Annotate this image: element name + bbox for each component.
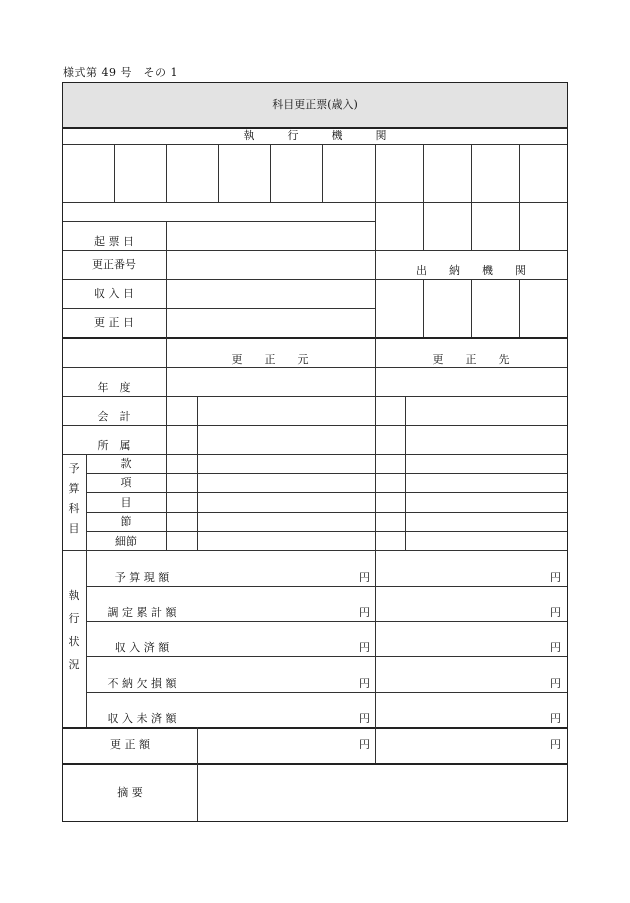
rule (166, 337, 167, 550)
rule (114, 144, 115, 202)
correction-amount-label: 更 正 額 (110, 738, 150, 751)
rule (63, 279, 375, 280)
rule (86, 473, 567, 474)
executing-agency-label: 執 行 機 関 (243, 129, 387, 142)
budget-item-kou: 項 (120, 476, 132, 489)
rule (166, 221, 167, 337)
rule (519, 279, 520, 337)
rule (375, 144, 376, 337)
budget-item-setsu: 節 (120, 515, 132, 528)
rule (63, 454, 567, 455)
rule (63, 221, 375, 222)
rule (63, 202, 567, 203)
rule (166, 144, 167, 202)
destination-column-header: 更 正 先 (432, 353, 510, 366)
rule (86, 586, 567, 587)
rule (405, 396, 406, 550)
rule (86, 621, 567, 622)
rule (86, 656, 567, 657)
rule (322, 144, 323, 202)
rule (375, 337, 376, 763)
yen-unit: 円 (359, 606, 370, 619)
form-frame (62, 82, 568, 822)
rule (63, 550, 567, 551)
uncollected-amount-label: 収 入 未 済 額 (107, 712, 177, 725)
yen-unit: 円 (359, 641, 370, 654)
account-label: 会 計 (97, 410, 131, 423)
section-rule (63, 763, 567, 765)
summary-label: 摘 要 (117, 786, 143, 799)
rule (86, 531, 567, 532)
yen-unit: 円 (359, 712, 370, 725)
rule (86, 692, 567, 693)
rule (423, 279, 424, 337)
disbursing-agency-label: 出 納 機 関 (416, 264, 526, 277)
rule (471, 144, 472, 250)
received-amount-label: 収 入 済 額 (114, 641, 170, 654)
fiscal-year-label: 年 度 (97, 381, 131, 394)
budget-item-moku: 目 (120, 496, 132, 509)
execution-status-label: 執 行 状 況 (68, 589, 80, 671)
source-column-header: 更 正 元 (231, 353, 309, 366)
rule (86, 492, 567, 493)
budget-item-saisetsu: 細節 (115, 535, 137, 548)
yen-unit: 円 (550, 641, 561, 654)
rule (63, 144, 567, 145)
yen-unit: 円 (359, 571, 370, 584)
rule (519, 144, 520, 250)
rule (423, 144, 424, 250)
yen-unit: 円 (359, 738, 370, 751)
uncollectible-loss-amount-label: 不 納 欠 損 額 (107, 677, 177, 690)
budget-subject-label: 予 算 科 目 (68, 462, 80, 535)
assessed-cumulative-amount-label: 調 定 累 計 額 (107, 606, 177, 619)
rule (197, 396, 198, 550)
correction-number-label: 更正番号 (92, 258, 136, 271)
yen-unit: 円 (550, 571, 561, 584)
form-title: 科目更正票(歳入) (272, 98, 358, 111)
section-rule (63, 337, 567, 339)
yen-unit: 円 (550, 738, 561, 751)
rule (63, 367, 567, 368)
rule (63, 308, 375, 309)
rule (471, 279, 472, 337)
rule (197, 727, 198, 821)
yen-unit: 円 (359, 677, 370, 690)
budget-current-amount-label: 予 算 現 額 (114, 571, 170, 584)
yen-unit: 円 (550, 712, 561, 725)
rule (218, 144, 219, 202)
receipt-date-label: 収 入 日 (94, 287, 134, 300)
yen-unit: 円 (550, 677, 561, 690)
budget-item-kan: 款 (120, 457, 132, 470)
department-label: 所 属 (97, 439, 131, 452)
rule (270, 144, 271, 202)
section-rule (63, 727, 567, 729)
rule (63, 425, 567, 426)
rule (86, 512, 567, 513)
yen-unit: 円 (550, 606, 561, 619)
form-number: 様式第 49 号 その 1 (63, 66, 178, 79)
rule (63, 250, 567, 251)
rule (63, 396, 567, 397)
correction-date-label: 更 正 日 (94, 316, 134, 329)
draft-date-label: 起 票 日 (94, 235, 134, 248)
rule (86, 454, 87, 727)
